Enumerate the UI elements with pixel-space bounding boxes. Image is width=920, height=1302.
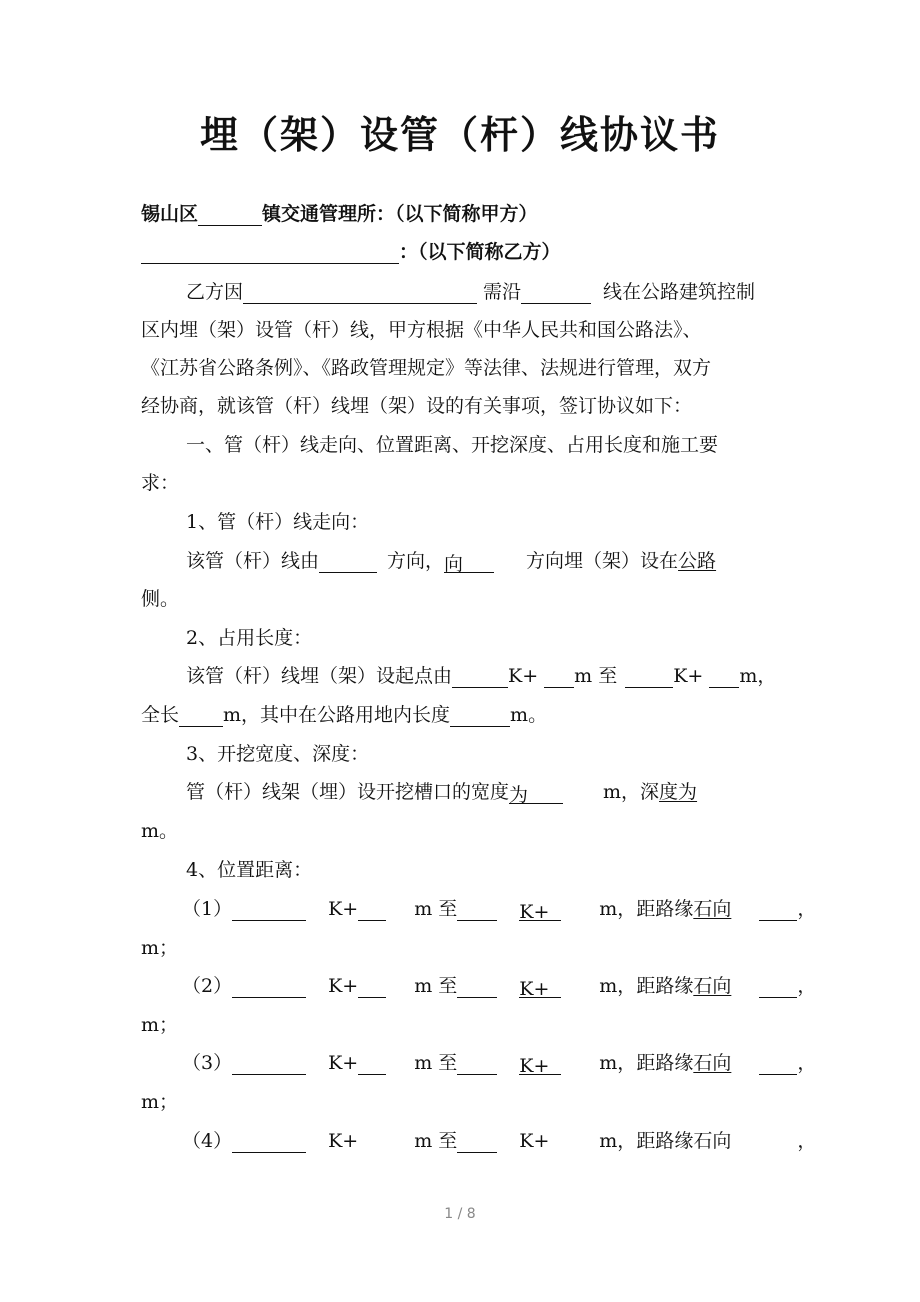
item-text: 该管（杆）线埋（架）设起点由 — [186, 665, 453, 687]
row-number: （1） — [182, 898, 233, 920]
km-label: K+ — [519, 1130, 550, 1152]
km-label: K+ — [519, 901, 550, 923]
item-text: m， — [739, 665, 777, 687]
item-3-line-1 — [186, 780, 697, 804]
item-text: 全长 — [141, 704, 180, 726]
road-blank[interactable] — [232, 1132, 306, 1153]
item-1-heading: 1、管（杆）线走向： — [186, 511, 370, 533]
road-blank[interactable] — [232, 1054, 306, 1075]
position-row — [182, 1129, 816, 1153]
to-label: m 至 — [414, 1052, 458, 1074]
km-label: K+ — [328, 1052, 359, 1074]
distance-blank[interactable] — [759, 1054, 797, 1075]
position-row-unit: m； — [141, 937, 179, 959]
road-blank[interactable] — [232, 900, 306, 921]
item-text: 管（杆）线架（埋）设开挖槽口的宽度 — [186, 781, 510, 803]
start-km-blank[interactable] — [452, 667, 508, 688]
distance-label: 距路缘 — [636, 1130, 694, 1152]
item-text: 方向， — [387, 550, 445, 572]
km-label: K+ — [519, 978, 550, 1000]
party-a-suffix: 镇交通管理所：（以下简称甲方） — [262, 203, 538, 225]
direction-label: 石向 — [693, 1130, 732, 1152]
distance-blank[interactable] — [759, 977, 797, 998]
document-title: 埋（架）设管（杆）线协议书 — [199, 113, 720, 157]
intro-line-2: 区内埋（架）设管（杆）线，甲方根据《中华人民共和国公路法》、 — [141, 319, 702, 341]
item-text: K+ — [508, 665, 539, 687]
intro-text: 线在公路建筑控制 — [603, 281, 756, 303]
direction-blank[interactable]: 石向 — [693, 898, 732, 920]
start-m-blank[interactable] — [544, 667, 574, 688]
end-km-blank[interactable] — [519, 900, 561, 921]
road-land-length-blank[interactable] — [450, 706, 510, 727]
comma: ， — [797, 1130, 817, 1152]
row-number: （4） — [182, 1130, 233, 1152]
row-number: （3） — [182, 1052, 233, 1074]
to-label: m 至 — [414, 898, 458, 920]
end-km-blank[interactable] — [519, 977, 561, 998]
start-m-blank[interactable] — [358, 1054, 386, 1075]
position-row-unit: m； — [141, 1014, 179, 1036]
item-text: 向 — [444, 553, 464, 575]
position-row — [182, 897, 816, 921]
reason-blank[interactable] — [243, 283, 477, 304]
position-row — [182, 974, 816, 998]
start-m-blank[interactable] — [358, 977, 386, 998]
end-km-blank[interactable] — [625, 667, 673, 688]
from-direction-blank[interactable] — [319, 552, 377, 573]
distance-blank[interactable] — [759, 900, 797, 921]
road-blank[interactable] — [232, 977, 306, 998]
item-3-heading: 3、开挖宽度、深度： — [186, 743, 370, 765]
gap-blank[interactable] — [457, 900, 497, 921]
distance-label: 距路缘 — [636, 898, 694, 920]
item-text: K+ — [673, 665, 704, 687]
km-label: K+ — [328, 1130, 359, 1152]
intro-text: 需沿 — [483, 281, 522, 303]
item-text: m，其中在公路用地内长度 — [223, 704, 451, 726]
width-blank[interactable] — [509, 783, 563, 804]
depth-blank[interactable]: 度为 — [659, 781, 698, 803]
to-label: m 至 — [414, 1130, 458, 1152]
item-4-heading: 4、位置距离： — [186, 859, 313, 881]
intro-line-4: 经协商，就该管（杆）线埋（架）设的有关事项，签订协议如下： — [141, 395, 693, 417]
party-b-suffix: ：（以下简称乙方） — [399, 241, 561, 263]
position-row — [182, 1051, 816, 1075]
item-2-heading: 2、占用长度： — [186, 627, 313, 649]
end-m-blank[interactable] — [709, 667, 739, 688]
start-m-blank[interactable] — [358, 900, 386, 921]
intro-text: 乙方因 — [186, 281, 244, 303]
distance-label: 距路缘 — [636, 975, 694, 997]
gap-blank[interactable] — [457, 1132, 497, 1153]
m-label: m， — [599, 1052, 637, 1074]
section-1-heading-cont: 求： — [141, 472, 180, 494]
gap-blank[interactable] — [457, 1054, 497, 1075]
km-label: K+ — [519, 1055, 550, 1077]
comma: ， — [797, 1052, 817, 1074]
distance-label: 距路缘 — [636, 1052, 694, 1074]
page-number: 1 / 8 — [444, 1206, 476, 1222]
party-a-prefix: 锡山区 — [141, 203, 199, 225]
section-1-heading: 一、管（杆）线走向、位置距离、开挖深度、占用长度和施工要 — [186, 434, 719, 456]
m-label: m， — [599, 898, 637, 920]
m-label: m， — [599, 975, 637, 997]
km-label: K+ — [328, 975, 359, 997]
party-b-line — [141, 240, 561, 264]
item-3-line-2: m。 — [141, 820, 179, 842]
party-a-town-blank[interactable] — [198, 205, 262, 226]
item-text: m，深 — [603, 781, 660, 803]
km-label: K+ — [328, 898, 359, 920]
intro-line-1 — [186, 280, 755, 304]
comma: ， — [797, 975, 817, 997]
position-row-unit: m； — [141, 1091, 179, 1113]
intro-line-3: 《江苏省公路条例》、《路政管理规定》等法律、法规进行管理，双方 — [141, 357, 712, 379]
to-label: m 至 — [414, 975, 458, 997]
item-text: m 至 — [574, 665, 618, 687]
to-direction-blank[interactable] — [444, 552, 494, 573]
comma: ， — [797, 898, 817, 920]
item-text: 方向埋（架）设在 — [526, 550, 679, 572]
party-b-name-blank[interactable] — [141, 243, 399, 264]
direction-blank[interactable]: 石向 — [693, 1052, 732, 1074]
item-1-line-1 — [186, 549, 716, 573]
total-length-blank[interactable] — [179, 706, 223, 727]
m-label: m， — [599, 1130, 637, 1152]
row-number: （2） — [182, 975, 233, 997]
road-blank[interactable]: 公路 — [678, 550, 717, 572]
end-km-blank[interactable] — [519, 1054, 561, 1075]
item-1-line-2: 侧。 — [141, 588, 180, 610]
item-text: 该管（杆）线由 — [186, 550, 320, 572]
item-2-line-2 — [141, 703, 547, 727]
item-text: m。 — [510, 704, 548, 726]
item-text: 为 — [509, 784, 529, 806]
item-2-line-1 — [186, 664, 776, 688]
direction-blank[interactable]: 石向 — [693, 975, 732, 997]
route-blank[interactable] — [521, 283, 591, 304]
gap-blank[interactable] — [457, 977, 497, 998]
party-a-line — [141, 202, 538, 226]
